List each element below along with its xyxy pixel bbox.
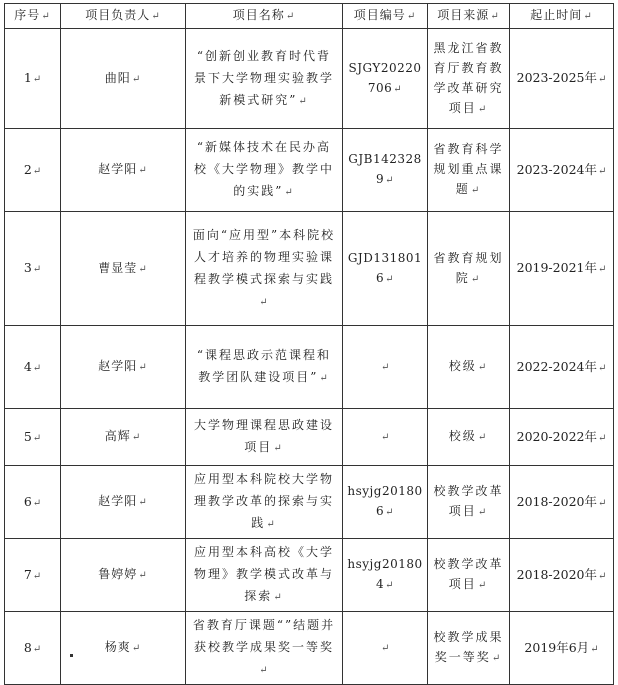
table-row xyxy=(5,29,614,129)
project-source-cell xyxy=(428,409,510,466)
row-number-cell xyxy=(5,29,61,129)
paragraph-mark: ↵ xyxy=(597,362,607,374)
period-cell xyxy=(510,409,614,466)
paragraph-mark: ↵ xyxy=(477,507,489,518)
row-number-cell xyxy=(5,466,61,539)
period-cell xyxy=(510,212,614,326)
project-name-cell xyxy=(186,409,343,466)
table-row xyxy=(5,212,614,326)
paragraph-mark: ↵ xyxy=(32,74,42,85)
project-leader-cell-text: 鲁婷婷 xyxy=(98,567,138,581)
paragraph-mark: ↵ xyxy=(381,643,390,654)
paragraph-mark: ↵ xyxy=(393,83,403,95)
row-number-cell-text: 8 xyxy=(23,639,32,655)
project-code-cell-text: hsyjg201804 xyxy=(347,557,423,591)
project-leader-cell-text: 赵学阳 xyxy=(98,494,138,508)
project-name-cell xyxy=(186,326,343,409)
project-name-cell xyxy=(186,466,343,539)
paragraph-mark: ↵ xyxy=(131,432,142,443)
table-row xyxy=(5,466,614,539)
paragraph-mark: ↵ xyxy=(273,592,284,603)
project-name-cell-text: 省教育厅课题“”结题并获校教学成果奖一等奖 xyxy=(192,618,336,654)
project-code-cell xyxy=(343,612,428,685)
project-source-cell xyxy=(428,612,510,685)
project-code-cell-text: GJD1318016 xyxy=(347,250,423,285)
paragraph-mark: ↵ xyxy=(385,273,395,285)
project-source-cell-text: 省教育规划院 xyxy=(433,250,504,285)
paragraph-mark: ↵ xyxy=(319,373,330,384)
project-code-cell xyxy=(343,466,428,539)
row-number-cell-text: 2 xyxy=(23,161,32,177)
project-leader-cell xyxy=(61,612,186,685)
project-source-cell-text: 校教学成果奖一等奖 xyxy=(433,630,504,664)
project-leader-cell xyxy=(61,466,186,539)
period-cell-text: 2020-2022年 xyxy=(516,428,597,444)
project-source-cell-text: 校教学改革项目 xyxy=(433,484,504,518)
project-leader-cell-text: 赵学阳 xyxy=(98,359,138,373)
project-name-cell-text: 面向“应用型”本科院校人才培养的物理实验课程教学模式探索与实践 xyxy=(192,227,336,286)
header-cell: 项目编号↵ xyxy=(343,4,428,29)
project-name-cell xyxy=(186,612,343,685)
project-name-cell-text: “创新创业教育时代背景下大学物理实验教学新模式研究” xyxy=(193,48,334,107)
project-code-cell xyxy=(343,539,428,612)
paragraph-mark: ↵ xyxy=(470,185,482,196)
project-leader-cell xyxy=(61,29,186,129)
project-source-cell xyxy=(428,212,510,326)
project-source-cell xyxy=(428,466,510,539)
paragraph-mark: ↵ xyxy=(385,175,395,186)
project-code-cell xyxy=(343,129,428,212)
row-number-cell-text: 7 xyxy=(23,566,32,582)
paragraph-mark: ↵ xyxy=(32,432,42,444)
project-name-cell-text: 应用型本科院校大学物理教学改革的探索与实践 xyxy=(193,472,334,530)
paragraph-mark: ↵ xyxy=(32,264,42,275)
projects-table xyxy=(4,3,614,685)
paragraph-mark: ↵ xyxy=(138,263,148,275)
paragraph-mark: ↵ xyxy=(131,643,142,654)
paragraph-mark: ↵ xyxy=(138,165,148,176)
corner-mark xyxy=(70,654,73,657)
paragraph-mark: ↵ xyxy=(597,74,607,85)
period-cell xyxy=(510,539,614,612)
paragraph-mark: ↵ xyxy=(597,570,607,582)
project-source-cell xyxy=(428,539,510,612)
table-row xyxy=(5,326,614,409)
project-leader-cell-text: 高辉 xyxy=(104,429,131,443)
paragraph-mark: ↵ xyxy=(138,362,148,373)
project-name-cell xyxy=(186,539,343,612)
project-source-cell-text: 校教学改革项目 xyxy=(433,557,504,591)
paragraph-mark: ↵ xyxy=(32,643,42,655)
paragraph-mark: ↵ xyxy=(131,73,142,85)
header-cell: 项目负责人↵ xyxy=(61,4,186,29)
project-leader-cell xyxy=(61,212,186,326)
project-name-cell xyxy=(186,129,343,212)
project-source-cell xyxy=(428,29,510,129)
row-number-cell-text: 5 xyxy=(23,428,32,444)
project-source-cell-text: 校级 xyxy=(448,429,477,443)
project-code-cell-text: hsyjg201806 xyxy=(347,484,423,518)
paragraph-mark: ↵ xyxy=(597,165,607,177)
paragraph-mark: ↵ xyxy=(32,165,42,177)
project-leader-cell xyxy=(61,326,186,409)
row-number-cell xyxy=(5,409,61,466)
table-row xyxy=(5,539,614,612)
project-code-cell xyxy=(343,409,428,466)
paragraph-mark: ↵ xyxy=(477,362,489,373)
period-cell-text: 2023-2024年 xyxy=(516,161,597,177)
project-source-cell-text: 校级 xyxy=(448,359,477,373)
project-name-cell-text: 应用型本科高校《大学物理》教学模式改革与探索 xyxy=(193,545,334,603)
project-code-cell-text: SJGY20220706 xyxy=(348,60,422,95)
period-cell xyxy=(510,29,614,129)
row-number-cell xyxy=(5,326,61,409)
paragraph-mark: ↵ xyxy=(138,570,148,581)
row-number-cell-text: 6 xyxy=(23,493,32,509)
header-cell: 序号↵ xyxy=(5,4,61,29)
project-leader-cell-text: 曲阳 xyxy=(104,70,131,85)
paragraph-mark: ↵ xyxy=(381,432,390,443)
period-cell xyxy=(510,129,614,212)
table-row xyxy=(5,612,614,685)
paragraph-mark: ↵ xyxy=(385,507,395,518)
paragraph-mark: ↵ xyxy=(32,362,42,374)
project-name-cell-text: 大学物理课程思政建设项目 xyxy=(193,418,334,454)
row-number-cell xyxy=(5,612,61,685)
project-source-cell-text: 省教育科学规划重点课题 xyxy=(433,142,504,196)
project-leader-cell xyxy=(61,409,186,466)
row-number-cell xyxy=(5,212,61,326)
header-row xyxy=(5,4,614,29)
header-cell: 项目名称↵ xyxy=(186,4,343,29)
period-cell xyxy=(510,612,614,685)
project-leader-cell-text: 赵学阳 xyxy=(98,162,138,176)
paragraph-mark: ↵ xyxy=(385,580,395,591)
project-source-cell xyxy=(428,129,510,212)
paragraph-mark: ↵ xyxy=(597,432,607,444)
paragraph-mark: ↵ xyxy=(138,497,148,508)
period-cell-text: 2023-2025年 xyxy=(516,70,597,85)
period-cell xyxy=(510,326,614,409)
paragraph-mark: ↵ xyxy=(381,362,390,373)
paragraph-mark: ↵ xyxy=(590,643,599,655)
project-code-cell xyxy=(343,29,428,129)
row-number-cell xyxy=(5,129,61,212)
project-source-cell xyxy=(428,326,510,409)
row-number-cell xyxy=(5,539,61,612)
header-cell: 项目来源↵ xyxy=(428,4,510,29)
paragraph-mark: ↵ xyxy=(597,264,607,275)
paragraph-mark: ↵ xyxy=(259,296,270,308)
table-row xyxy=(5,409,614,466)
paragraph-mark: ↵ xyxy=(597,497,607,509)
paragraph-mark: ↵ xyxy=(491,653,503,664)
period-cell-text: 2019-2021年 xyxy=(516,260,597,275)
project-name-cell-text: “新媒体技术在民办高校《大学物理》教学中的实践” xyxy=(193,140,334,198)
table-row xyxy=(5,129,614,212)
paragraph-mark: ↵ xyxy=(470,273,482,285)
row-number-cell-text: 1 xyxy=(23,70,32,85)
row-number-cell-text: 4 xyxy=(23,358,32,374)
period-cell-text: 2018-2020年 xyxy=(516,566,597,582)
header-cell: 起止时间↵ xyxy=(510,4,614,29)
project-name-cell xyxy=(186,212,343,326)
row-number-cell-text: 3 xyxy=(23,260,32,275)
period-cell xyxy=(510,466,614,539)
project-name-cell xyxy=(186,29,343,129)
project-code-cell xyxy=(343,212,428,326)
project-source-cell-text: 黑龙江省教育厅教育教学改革研究项目 xyxy=(433,40,504,115)
project-code-cell xyxy=(343,326,428,409)
paragraph-mark: ↵ xyxy=(32,570,42,582)
paragraph-mark: ↵ xyxy=(477,432,489,443)
paragraph-mark: ↵ xyxy=(32,497,42,509)
project-leader-cell-text: 曹显莹 xyxy=(98,260,138,275)
project-leader-cell xyxy=(61,129,186,212)
paragraph-mark: ↵ xyxy=(273,443,284,454)
paragraph-mark: ↵ xyxy=(266,519,277,530)
period-cell-text: 2022-2024年 xyxy=(516,358,597,374)
paragraph-mark: ↵ xyxy=(259,665,270,676)
project-leader-cell-text: 杨爽 xyxy=(104,640,131,654)
paragraph-mark: ↵ xyxy=(477,103,489,115)
period-cell-text: 2019年6月 xyxy=(524,639,590,655)
project-code-cell-text: GJB1423289 xyxy=(348,152,422,186)
paragraph-mark: ↵ xyxy=(284,187,295,198)
project-name-cell-text: “课程思政示范课程和教学团队建设项目” xyxy=(196,348,332,384)
paragraph-mark: ↵ xyxy=(477,580,489,591)
period-cell-text: 2018-2020年 xyxy=(516,493,597,509)
paragraph-mark: ↵ xyxy=(298,95,309,107)
project-leader-cell xyxy=(61,539,186,612)
